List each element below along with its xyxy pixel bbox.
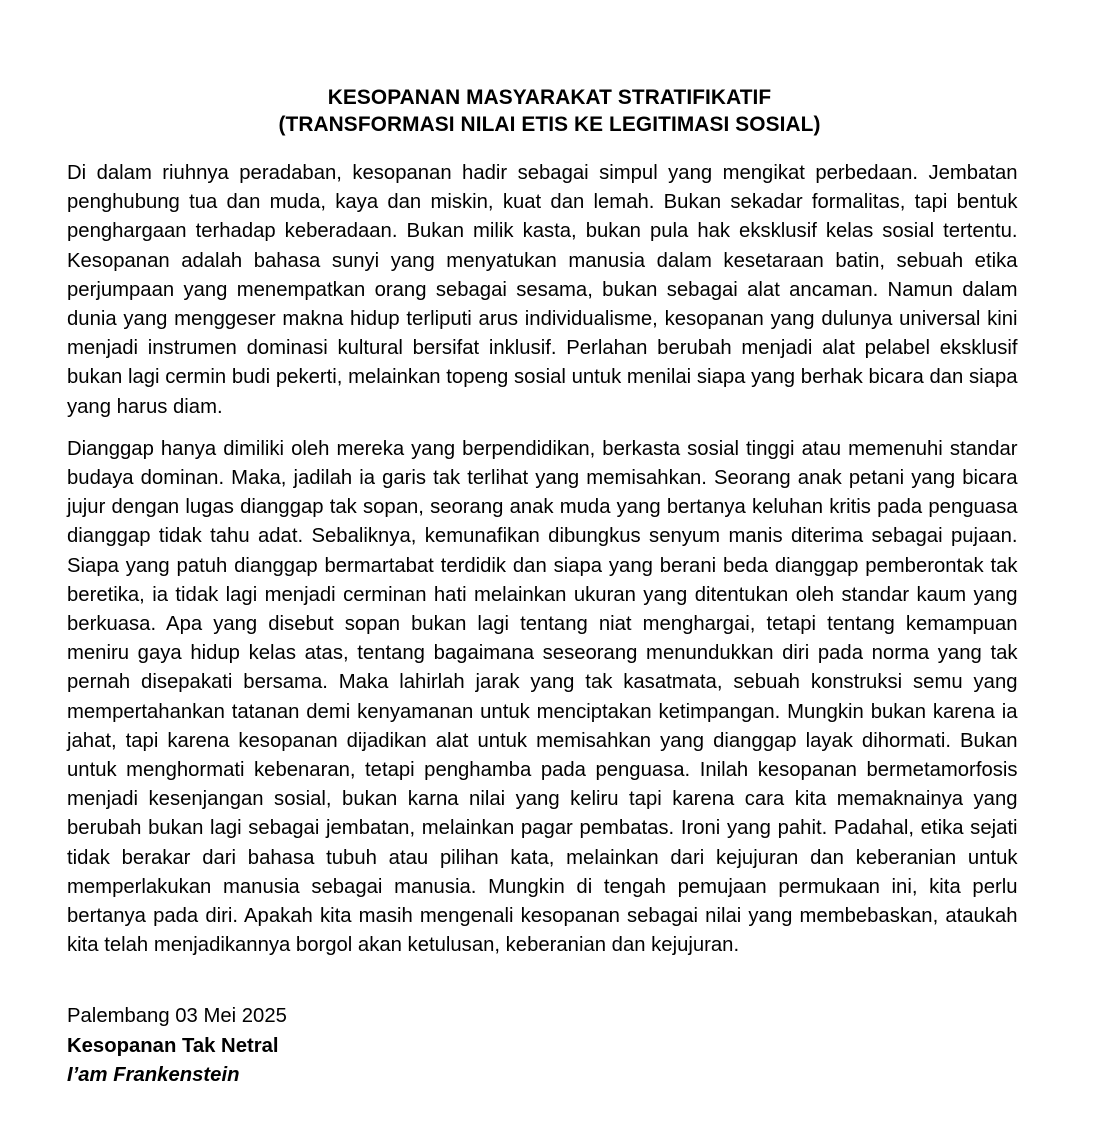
body-paragraph-2: Dianggap hanya dimiliki oleh mereka yang berpendidikan, berkasta sosial tinggi atau memenuhi standar budaya dominan. Maka, jadilah ia garis tak terlihat yang memisahkan. Seorang anak petani yang bicara jujur dengan lugas dianggap tak sopan, seorang anak muda yang bertanya keluhan kritis pada penguasa dianggap tidak tahu adat. Sebaliknya, kemunafikan dibungkus senyum manis diterima sebagai pujaan. Siapa yang patuh dianggap bermartabat terdidik dan siapa yang berani beda dianggap pemberontak tak beretika, ia tidak lagi menjadi cerminan hati melainkan ukuran yang ditentukan oleh standar kaum yang berkuasa. Apa yang disebut sopan bukan lagi tentang niat menghargai, tetapi tentang kemampuan meniru gaya hidup kelas atas, tentang bagaimana seseorang menundukkan diri pada norma yang tak pernah disepakati bersama. Maka lahirlah jarak yang tak kasatmata, sebuah konstruksi semu yang mempertahankan tatanan demi kenyamanan untuk menciptakan ketimpangan. Mungkin bukan karena ia jahat, tapi karena kesopanan dijadikan alat untuk memisahkan yang dianggap layak dihormati. Bukan untuk menghormati kebenaran, tetapi penghamba pada penguasa. Inilah kesopanan bermetamorfosis menjadi kesenjangan sosial, bukan karna nilai yang keliru tapi karena cara kita memaknainya yang berubah bukan lagi sebagai jembatan, melainkan pagar pembatas. Ironi yang pahit. Padahal, etika sejati tidak berakar dari bahasa tubuh atau pilihan kata, melainkan dari kejujuran dan keberanian untuk memperlakukan manusia sebagai manusia. Mungkin di tengah pemujaan permukaan ini, kita perlu bertanya pada diri. Apakah kita masih mengenali kesopanan sebagai nilai yang membebaskan, ataukah kita telah menjadikannya borgol akan ketulusan, keberanian dan kejujuran. (67, 436, 1018, 957)
signature-place-date: Palembang 03 Mei 2025 (67, 1004, 287, 1028)
title-line-subtitle: (TRANSFORMASI NILAI ETIS KE LEGITIMASI SOSIAL) (278, 112, 821, 136)
signature-subtitle: Kesopanan Tak Netral (67, 1033, 279, 1057)
signature-block (67, 1001, 1018, 1089)
page-title (81, 84, 1017, 138)
signature-author: I’am Frankenstein (67, 1062, 240, 1086)
title-line-primary: KESOPANAN MASYARAKAT STRATIFIKATIF (327, 85, 772, 109)
body-paragraph-1: Di dalam riuhnya peradaban, kesopanan hadir sebagai simpul yang mengikat perbedaan. Jembatan penghubung tua dan muda, kaya dan miskin, kuat dan lemah. Bukan sekadar formalitas, tapi bentuk penghargaan terhadap keberadaan. Bukan milik kasta, bukan pula hak eksklusif kelas sosial tertentu. Kesopanan adalah bahasa sunyi yang menyatukan manusia dalam kesetaraan batin, sebuah etika perjumpaan yang menempatkan orang sebagai sesama, bukan sebagai alat ancaman. Namun dalam dunia yang menggeser makna hidup terliputi arus individualisme, kesopanan yang dulunya universal kini menjadi instrumen dominasi kultural bersifat inklusif. Perlahan berubah menjadi alat pelabel eksklusif bukan lagi cermin budi pekerti, melainkan topeng sosial untuk menilai siapa yang berhak bicara dan siapa yang harus diam. (67, 161, 1018, 418)
